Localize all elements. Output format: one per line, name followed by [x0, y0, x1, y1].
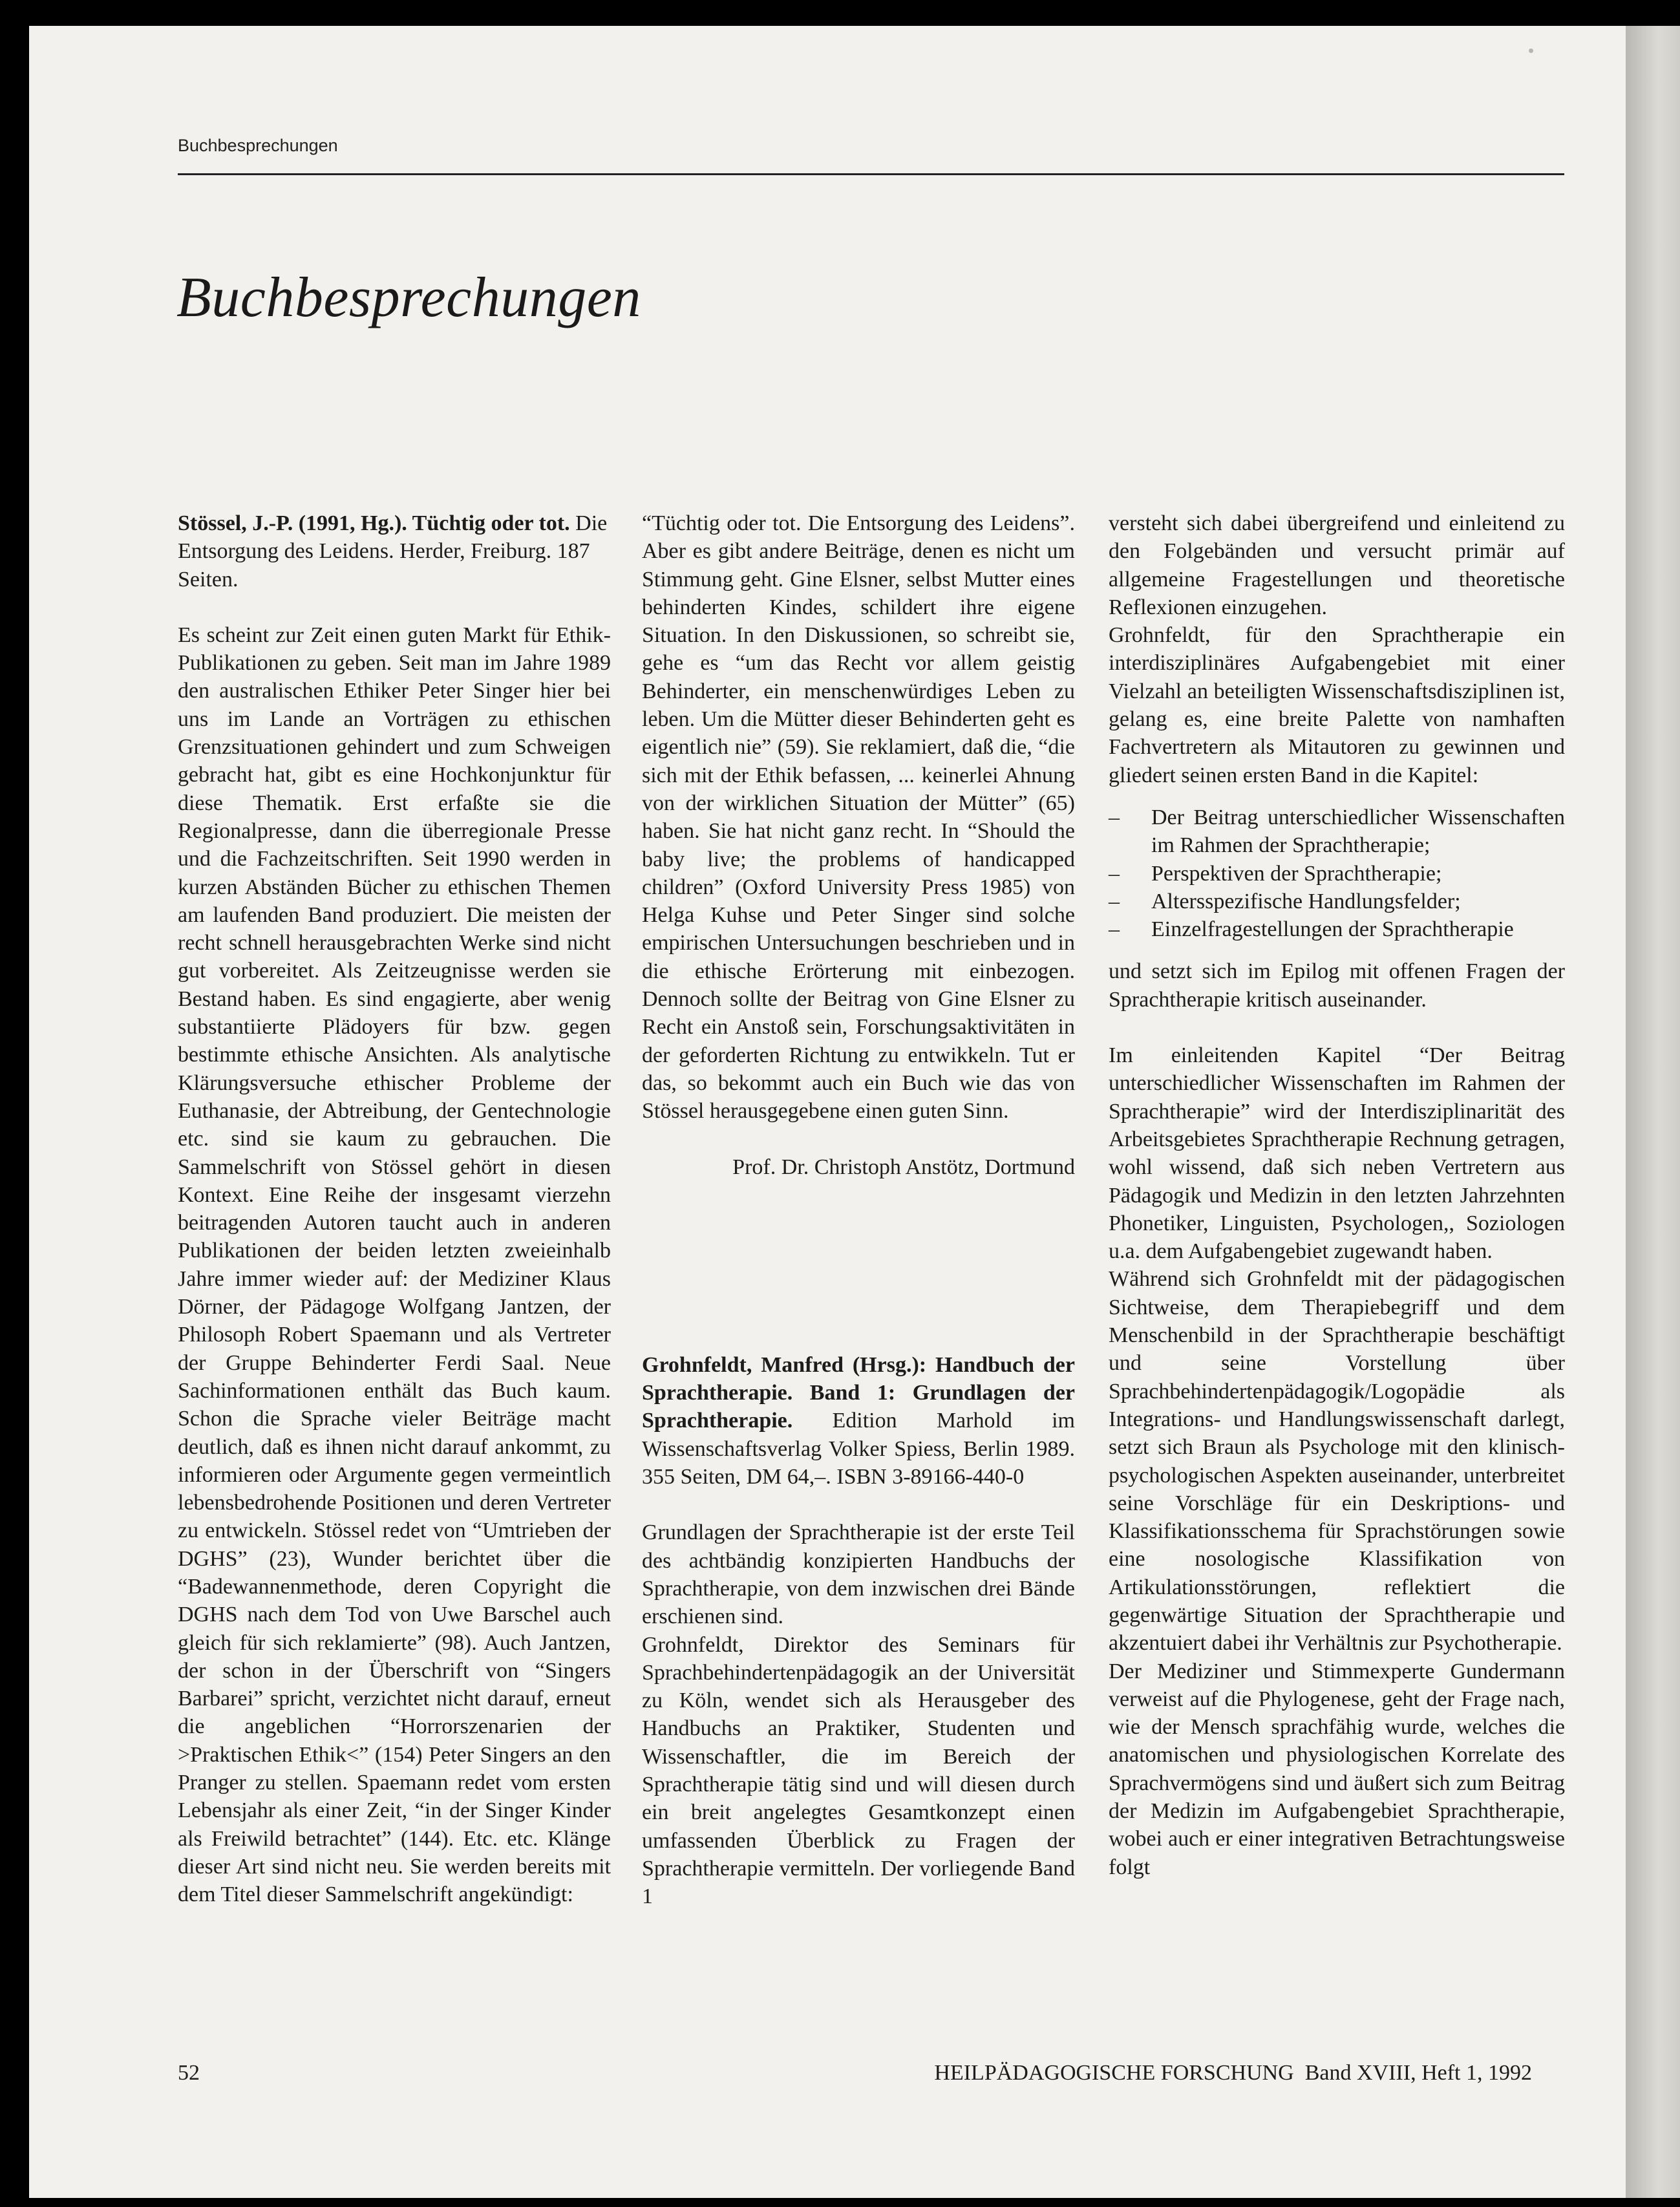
review2-paragraph-3: versteht sich dabei übergreifend und einleitend zu den Folgebänden und versucht primär auf allgemeine Fragestellungen und theoretische Reflexionen einzugehen. [1109, 511, 1565, 619]
chapter-list-item: – Einzelfragestellungen der Sprachtherapie [1109, 915, 1565, 943]
adjacent-page-edge [1626, 26, 1680, 2198]
review2-paragraph-8: Der Mediziner und Stimmexperte Gundermann verweist auf die Phylogenese, geht der Frage nach, wie der Mensch sprachfähig wurde, welches die anatomischen und physiologischen Korrelate des Sprachvermögens sind und äußert sich zum Beitrag der Medizin im Aufgabengebiet Sprachtherapie, wobei auch er einer integrativen Betrachtungsweise folgt [1109, 1659, 1565, 1879]
section-title: Buchbesprechungen [176, 266, 641, 329]
chapter-list-item: – Der Beitrag unterschiedlicher Wissenschaften im Rahmen der Sprachtherapie; [1109, 804, 1565, 860]
review1-citation [178, 509, 611, 593]
journal-page [29, 26, 1626, 2198]
review2-citation-bold: Grohnfeldt, Manfred (Hrsg.): Handbuch der Sprachtherapie. Band 1: Grundlagen der Sprachtherapie. [642, 1352, 1075, 1433]
column-3 [1109, 509, 1565, 1881]
header-rule [178, 173, 1564, 175]
review1-reviewer: Prof. Dr. Christoph Anstötz, Dortmund [732, 1155, 1075, 1179]
journal-issue: Band XVIII, Heft 1, 1992 [1304, 2061, 1532, 2085]
review2-paragraph-1: Grundlagen der Sprachtherapie ist der erste Teil des achtbändig konzipierten Handbuchs der Sprachtherapie, von dem inzwischen drei Bände erschienen sind. [642, 1520, 1075, 1629]
column-2 [642, 509, 1075, 1910]
review1-citation-rest: Die Entsorgung des Leidens. Herder, Freiburg. 187 Seiten. [178, 511, 608, 592]
review2-paragraph-6: Im einleitenden Kapitel “Der Beitrag unterschiedlicher Wissenschaften im Rahmen der Sprachtherapie” wird der Interdisziplinarität des Arbeitsgebietes Sprachtherapie Rechnung getragen, wohl wissend, daß sich neben Vertretern aus Pädagogik und Medizin in den letzten Jahrzehnten Phonetiker, Linguisten, Psychologen,, Soziologen u.a. dem Aufgabengebiet zugewandt haben. [1109, 1043, 1565, 1264]
running-head: Buchbesprechungen [178, 136, 338, 155]
chapter-list-item: – Perspektiven der Sprachtherapie; [1109, 860, 1565, 888]
journal-footer [934, 2061, 1532, 2085]
scan-speck [1529, 48, 1533, 53]
review2-paragraph-5: und setzt sich im Epilog mit offenen Fragen der Sprachtherapie kritisch auseinander. [1109, 959, 1565, 1012]
review2-citation [642, 1351, 1075, 1491]
chapter-list [1109, 804, 1565, 943]
review2-paragraph-2: Grohnfeldt, Direktor des Seminars für Sprachbehindertenpädagogik an der Universität zu Köln, wendet sich als Herausgeber des Handbuchs an Praktiker, Studenten und Wissenschaftler, die im Bereich der Sprachtherapie tätig sind und will diesen durch ein breit angelegtes Gesamtkonzept einen umfassenden Überblick zu Fragen der Sprachtherapie vermitteln. Der vorliegende Band 1 [642, 1632, 1075, 1909]
chapter-list-item: – Altersspezifische Handlungsfelder; [1109, 888, 1565, 915]
review2-citation-rest: Edition Marhold im Wissenschaftsverlag Volker Spiess, Berlin 1989. 355 Seiten, DM 64,–. ISBN 3-89166-440-0 [642, 1409, 1076, 1489]
page-number: 52 [178, 2061, 200, 2085]
review1-body-part1: Es scheint zur Zeit einen guten Markt für Ethik-Publikationen zu geben. Seit man im Jahre 1989 den australischen Ethiker Peter Singer hier bei uns im Lande an Vorträgen zu ethischen Grenzsituationen gehindert und zum Schweigen gebracht hat, gibt es eine Hochkonjunktur für diese Thematik. Erst erfaßte sie die Regionalpresse, dann die überregionale Presse und die Fachzeitschriften. Seit 1990 werden in kurzen Abständen Bücher zu ethischen Themen am laufenden Band produziert. Die meisten der recht schnell herausgebrachten Werke sind nicht gut vorbereitet. Als Zeitzeugnisse werden sie Bestand haben. Es sind engagierte, aber wenig substantiierte Plädoyers für bzw. gegen bestimmte ethische Ansichten. Als analytische Klärungsversuche ethischer Probleme der Euthanasie, der Abtreibung, der Gentechnologie etc. sind sie kaum zu gebrauchen. Die Sammelschrift von Stössel gehört in diesen Kontext. Eine Reihe der insgesamt vierzehn beitragenden Autoren taucht auch in anderen Publikationen der beiden letzten zweieinhalb Jahre immer wieder auf: der Mediziner Klaus Dörner, der Pädagoge Wolfgang Jantzen, der Philosoph Robert Spaemann und als Vertreter der Gruppe Behinderter Ferdi Saal. Neue Sachinformationen enthält das Buch kaum. Schon die Sprache vieler Beiträge macht deutlich, daß es ihnen nicht darauf ankommt, zu informieren oder Argumente gegen vermeintlich lebensbedrohende Positionen und deren Vertreter zu entwickeln. Stössel redet von “Umtrieben der DGHS” (23), Wunder berichtet über die “Badewannenmethode, deren Copyright die DGHS nach dem Tod von Uwe Barschel auch gleich für sich reklamierte” (98). Auch Jantzen, der schon in der Überschrift von “Singers Barbarei” spricht, verzichtet nicht darauf, erneut die angeblichen “Horrorszenarien der >Praktischen Ethik<” (154) Peter Singers an den Pranger zu stellen. Spaemann redet vom ersten Lebensjahr als einer Zeit, “in der Singer Kinder als Freiwild betrachtet” (144). Etc. etc. Klänge dieser Art sind nicht neu. Sie werden bereits mit dem Titel dieser Sammelschrift angekündigt: [178, 623, 611, 1907]
review2-paragraph-7: Während sich Grohnfeldt mit der pädagogischen Sichtweise, dem Therapiebegriff und dem Menschenbild in der Sprachtherapie beschäftigt und seine Vorstellung über Sprachbehindertenpädagogik/Logopädie als Integrations- und Handlungswissenschaft darlegt, setzt sich Braun als Psychologe mit den klinisch-psychologischen Aspekten auseinander, unterbreitet seine Vorschläge für ein Deskriptions- und Klassifikationsschema für Sprachstörungen sowie eine nosologische Klassifikation von Artikulationsstörungen, reflektiert die gegenwärtige Situation der Sprachtherapie und akzentuiert dabei ihr Verhältnis zur Psychotherapie. [1109, 1267, 1565, 1656]
review2-paragraph-4: Grohnfeldt, für den Sprachtherapie ein interdisziplinäres Aufgabengebiet mit einer Vielzahl an beteiligten Wissenschaftsdisziplinen ist, gelang es, eine breite Palette von namhaften Fachvertretern als Mitautoren zu gewinnen und gliedert seinen ersten Band in die Kapitel: [1109, 623, 1565, 787]
review1-body-part2: “Tüchtig oder tot. Die Entsorgung des Leidens”. Aber es gibt andere Beiträge, denen es nicht um Stimmung geht. Gine Elsner, selbst Mutter eines behinderten Kindes, schildert ihre eigene Situation. In den Diskussionen, so schreibt sie, gehe es “um das Recht vor allem geistig Behinderter, ein menschenwürdiges Leben zu leben. Um die Mütter dieser Behinderten geht es eigentlich nie” (59). Sie reklamiert, daß die, “die sich mit der Ethik befassen, ... keinerlei Ahnung von der wirklichen Situation der Mütter” (65) haben. Sie hat nicht ganz recht. In “Should the baby live; the problems of handicapped children” (Oxford University Press 1985) von Helga Kuhse und Peter Singer sind solche empirischen Untersuchungen beschrieben und in die ethische Erörterung mit einbezogen. Dennoch sollte der Beitrag von Gine Elsner zu Recht ein Anstoß sein, Forschungsaktivitäten in der geforderten Richtung zu entwikkeln. Tut er das, so bekommt auch ein Buch wie das von Stössel herausgegebene einen guten Sinn. [642, 511, 1075, 1124]
column-1 [178, 509, 611, 1909]
journal-name: HEILPÄDAGOGISCHE FORSCHUNG [934, 2061, 1294, 2085]
review1-citation-bold: Stössel, J.-P. (1991, Hg.). Tüchtig oder tot. [178, 511, 570, 535]
